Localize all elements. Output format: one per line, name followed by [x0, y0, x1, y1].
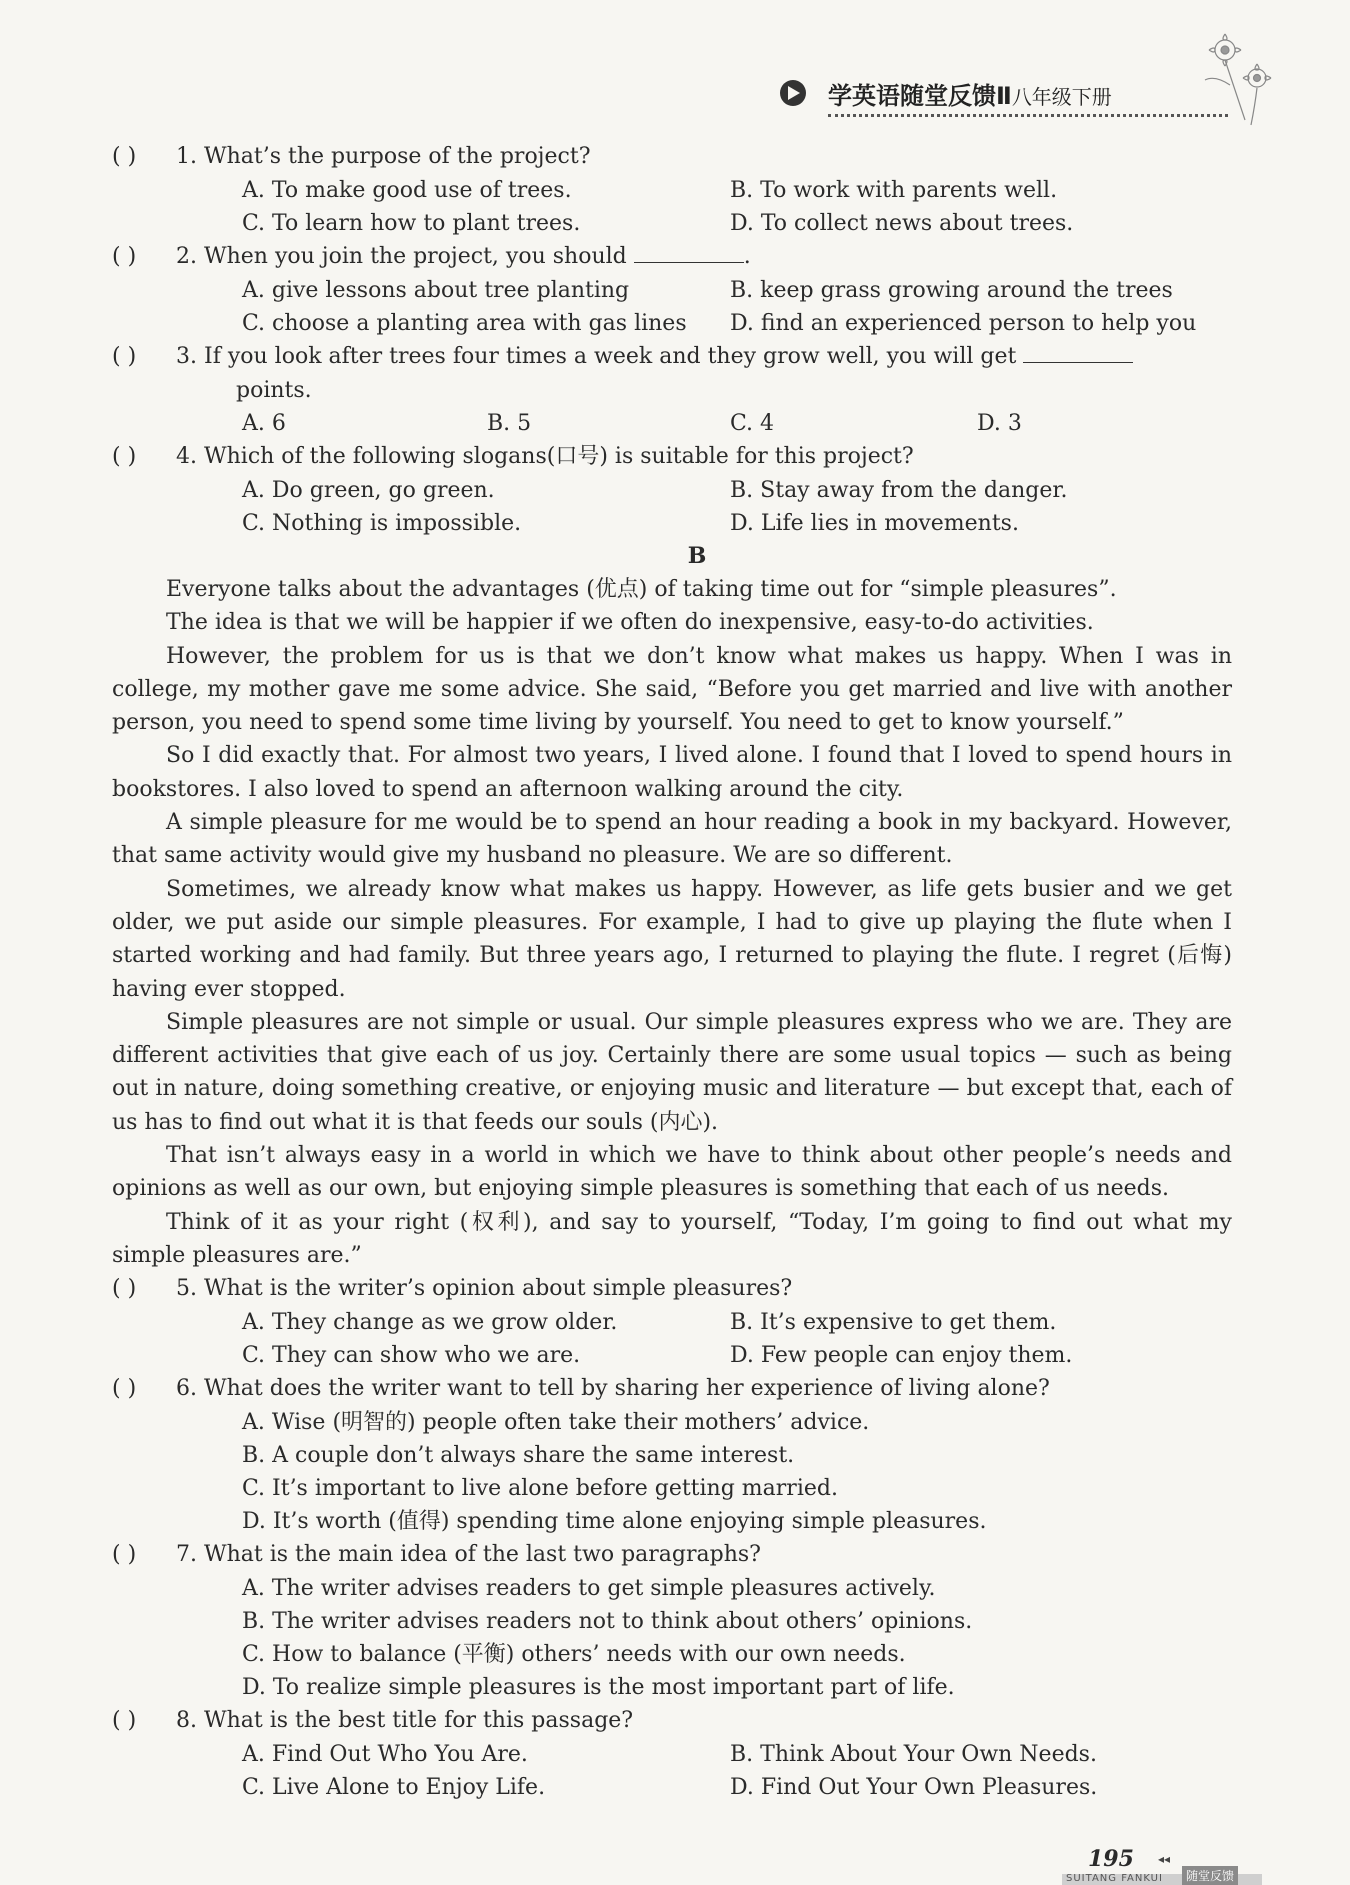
book-title: 学英语随堂反馈Ⅱ八年级下册: [828, 82, 1112, 110]
option-a: A. They change as we grow older.: [242, 1310, 618, 1336]
question-8: [112, 1704, 1232, 1738]
grade-label: 八年级下册: [1011, 85, 1112, 109]
option-a: A. Find Out Who You Are.: [242, 1742, 528, 1768]
option-d: D. To collect news about trees.: [730, 211, 1074, 236]
options-row: [112, 207, 1232, 240]
option-d: D. find an experienced person to help you: [730, 311, 1197, 336]
question-1: [112, 140, 1232, 174]
option-d: D. Life lies in movements.: [730, 511, 1019, 536]
option-b: B. keep grass growing around the trees: [730, 278, 1173, 303]
worksheet-content: [112, 140, 1232, 1804]
answer-blank[interactable]: ( ): [112, 1708, 137, 1734]
question-number: 7.: [176, 1542, 197, 1568]
question-number: 1.: [176, 144, 197, 169]
question-stem-continued: points.: [236, 378, 312, 403]
option-c: C. choose a planting area with gas lines: [242, 311, 687, 336]
question-stem: When you join the project, you should: [204, 244, 627, 269]
option-b: B. Stay away from the danger.: [730, 478, 1068, 503]
option-b: B. Think About Your Own Needs.: [730, 1742, 1097, 1768]
question-stem-end: .: [743, 244, 751, 269]
option-c: C. How to balance (平衡) others’ needs with our own needs.: [242, 1642, 906, 1668]
option-c: C. They can show who we are.: [242, 1343, 581, 1369]
answer-blank[interactable]: ( ): [112, 344, 137, 369]
option-b: B. The writer advises readers not to think about others’ opinions.: [242, 1609, 973, 1635]
fill-blank-line[interactable]: [634, 240, 744, 263]
answer-blank[interactable]: ( ): [112, 444, 137, 469]
passage-paragraph: Sometimes, we already know what makes us happy. However, as life gets busier and we get older, we put aside our simple pleasures. For example, I had to give up playing the flute when I started working and had family. But three years ago, I returned to playing the flute. I regret (后悔) having ever stopped.: [112, 876, 1232, 1002]
option-c: C. It’s important to live alone before getting married.: [242, 1476, 838, 1502]
answer-blank[interactable]: ( ): [112, 1276, 137, 1302]
option-a: A. Do green, go green.: [242, 478, 495, 503]
options-row: [112, 1738, 1232, 1771]
option-b: B. It’s expensive to get them.: [730, 1310, 1057, 1336]
options-row: [112, 474, 1232, 507]
footer-brand: SUITANG FANKUI: [1066, 1873, 1163, 1884]
option-c: C. Live Alone to Enjoy Life.: [242, 1775, 546, 1801]
arrow-left-icon: ◂◂: [1158, 1852, 1171, 1866]
question-number: 6.: [176, 1376, 197, 1402]
question-number: 8.: [176, 1708, 197, 1734]
option-a: A. Wise (明智的) people often take their mothers’ advice.: [242, 1410, 870, 1436]
option-a: A. To make good use of trees.: [242, 178, 572, 203]
options-row: [112, 1339, 1232, 1372]
question-stem: What is the main idea of the last two paragraphs?: [204, 1542, 761, 1568]
options-row: [112, 174, 1232, 207]
passage-paragraph: The idea is that we will be happier if we often do inexpensive, easy-to-do activities.: [166, 610, 1094, 636]
option-a: A. The writer advises readers to get simple pleasures actively.: [242, 1576, 936, 1602]
option-d: D. Few people can enjoy them.: [730, 1343, 1073, 1369]
page-number: 195: [1088, 1846, 1134, 1872]
fill-blank-line[interactable]: [1023, 340, 1133, 363]
options-row: [112, 307, 1232, 340]
question-number: 3.: [176, 344, 197, 369]
answer-blank[interactable]: ( ): [112, 1376, 137, 1402]
question-stem: What is the writer’s opinion about simple pleasures?: [204, 1276, 793, 1302]
options-row: [112, 274, 1232, 307]
footer-tag: 随堂反馈: [1182, 1866, 1238, 1885]
question-6: [112, 1372, 1232, 1406]
question-number: 2.: [176, 244, 197, 269]
passage-paragraph: Simple pleasures are not simple or usual. Our simple pleasures express who we are. They are different activities that give each of us joy. Certainly there are some usual topics — such as being out in nature, doing something creative, or enjoying music and literature — but except that, each of us has to find out what it is that feeds our souls (内心).: [112, 1009, 1232, 1135]
question-number: 4.: [176, 444, 197, 469]
option-d: D. It’s worth (值得) spending time alone enjoying simple pleasures.: [242, 1509, 987, 1535]
answer-blank[interactable]: ( ): [112, 244, 137, 269]
question-3: [112, 340, 1232, 374]
header-divider: [828, 114, 1228, 117]
option-c: C. Nothing is impossible.: [242, 511, 522, 536]
passage-paragraph: Everyone talks about the advantages (优点) of taking time out for “simple pleasures”.: [166, 577, 1117, 602]
question-stem: What is the best title for this passage?: [204, 1708, 634, 1734]
question-stem: What does the writer want to tell by sharing her experience of living alone?: [204, 1376, 1050, 1402]
option-b: B. 5: [487, 411, 532, 436]
question-4: [112, 440, 1232, 474]
option-c: C. 4: [730, 411, 775, 436]
answer-blank[interactable]: ( ): [112, 144, 137, 169]
option-a: A. 6: [242, 411, 286, 436]
option-d: D. To realize simple pleasures is the most important part of life.: [242, 1675, 955, 1701]
option-a: A. give lessons about tree planting: [242, 278, 630, 303]
question-5: [112, 1272, 1232, 1306]
question-stem: What’s the purpose of the project?: [204, 144, 591, 169]
passage-paragraph: So I did exactly that. For almost two years, I lived alone. I found that I loved to spend hours in bookstores. I also loved to spend an afternoon walking around the city.: [112, 743, 1232, 802]
options-row: [112, 1771, 1232, 1804]
options-row: [112, 507, 1232, 540]
question-stem: If you look after trees four times a week and they grow well, you will get: [204, 344, 1017, 369]
passage-paragraph: Think of it as your right (权利), and say to yourself, “Today, I’m going to find out what my simple pleasures are.”: [112, 1209, 1232, 1268]
play-icon: [780, 80, 806, 106]
question-number: 5.: [176, 1276, 197, 1302]
passage-paragraph: A simple pleasure for me would be to spend an hour reading a book in my backyard. However, that same activity would give my husband no pleasure. We are so different.: [112, 810, 1232, 869]
options-row: [112, 407, 1232, 440]
option-d: D. 3: [977, 411, 1022, 436]
question-7: [112, 1538, 1232, 1572]
option-b: B. A couple don’t always share the same interest.: [242, 1443, 795, 1469]
sunflower-decoration-icon: [1185, 20, 1295, 130]
option-d: D. Find Out Your Own Pleasures.: [730, 1775, 1098, 1801]
passage-paragraph: That isn’t always easy in a world in which we have to think about other people’s needs and opinions as well as our own, but enjoying simple pleasures is something that each of us needs.: [112, 1143, 1232, 1202]
reading-passage: [112, 573, 1232, 1272]
option-c: C. To learn how to plant trees.: [242, 211, 581, 236]
options-row: [112, 1306, 1232, 1339]
passage-paragraph: However, the problem for us is that we don’t know what makes us happy. When I was in college, my mother gave me some advice. She said, “Before you get married and live with another person, you need to spend some time living by yourself. You need to get to know yourself.”: [112, 643, 1232, 736]
answer-blank[interactable]: ( ): [112, 1542, 137, 1568]
question-stem: Which of the following slogans(口号) is suitable for this project?: [204, 444, 914, 469]
option-b: B. To work with parents well.: [730, 178, 1058, 203]
question-2: [112, 240, 1232, 274]
section-heading: B: [687, 543, 707, 569]
